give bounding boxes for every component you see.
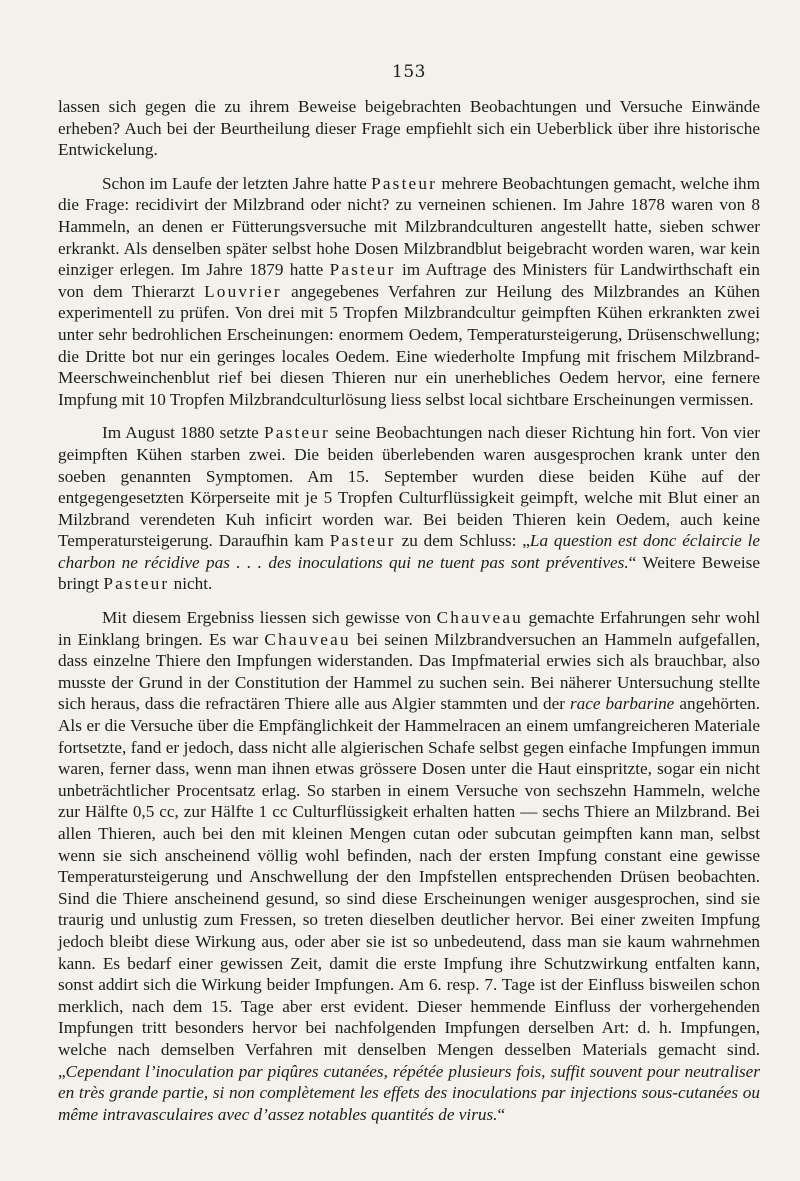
page-number: 153 bbox=[392, 62, 426, 82]
author-name-chauveau: Chauveau bbox=[436, 608, 523, 628]
italic-term: race barbarine bbox=[569, 694, 675, 714]
text-run: im Auftrage des Ministers für Landwirthschaft ein von dem Thierarzt bbox=[58, 260, 760, 301]
text-run: angehörten. Als er die Versuche über die Empfänglichkeit der Hammelracen an einem umfangreicheren Materiale fortsetzte, fand er jedoch, dass nicht alle algierischen Schafe selbst gegen einfache Impfungen immun waren, ferner dass, wenn man ihnen etwas grössere Dosen unter die Haut einspritzte, sogar ein nicht unbeträchtlicher Procentsatz erlag. So starben in einem Versuche von sechszehn Hammeln, welche zur Hälfte 0,5 cc, zur Hälfte 1 cc Culturflüssigkeit erhalten hatten — sechs Thiere an Milzbrand. Bei allen Thieren, auch bei den mit kleinen Mengen cutan oder subcutan geimpften kann man, selbst wenn sie sich anscheinend völlig wohl befinden, nach der ersten Impfung constant eine gewisse Temperatursteigerung und Anschwellung der den Impfstellen entsprechenden Drüsen beobachten. Sind die Thiere anscheinend gesund, so sind diese Erscheinungen weniger ausgesprochen, sind sie traurig und unlustig zum Fressen, so treten dieselben deutlicher hervor. Bei einer zweiten Impfung jedoch bleibt diese Wirkung aus, oder aber sie ist so unbedeutend, dass man sie kaum wahrnehmen kann. Es bedarf einer gewissen Zeit, damit die erste Impfung ihre Schutzwirkung entfalten kann, sonst addirt sich die Wirkung beider Impfungen. Am 6. resp. 7. Tage ist der Einfluss bisweilen schon merklich, nach dem 15. Tage aber erst evident. Dieser hemmende Einfluss der vorhergehenden Impfungen tritt besonders hervor bei nachfolgenden Impfungen derselben Art: d. h. Impfungen, welche nach demselben Verfahren mit denselben Mengen desselben Materials gemacht sind. „ bbox=[58, 694, 760, 1081]
french-quote: La question est donc éclaircie le charbon ne récidive pas . . . des inoculations qui ne tuent pas sont préventives. bbox=[58, 531, 760, 572]
text-run: “ Weitere Beweise bringt bbox=[58, 552, 760, 594]
text-run: gemachte Erfahrungen sehr wohl in Einklang bringen. Es war bbox=[58, 608, 760, 649]
paragraph-2 bbox=[58, 173, 760, 411]
author-name-pasteur: Pasteur bbox=[263, 423, 330, 443]
text-run: bei seinen Milzbrandversuchen an Hammeln aufgefallen, dass einzelne Thiere den Impfungen widerstanden. Das Impfmaterial erwies sich als brauchbar, also musste der Grund in der Constitution der Hammel zu suchen sein. Bei näherer Untersuchung stellte sich heraus, dass die refractären Thiere alle aus Algier stammten und der bbox=[58, 629, 760, 714]
paragraph-1 bbox=[58, 96, 760, 161]
author-name-pasteur: Pasteur bbox=[329, 260, 396, 280]
text-run: zu dem Schluss: „ bbox=[395, 531, 530, 551]
text-run: seine Beobachtungen nach dieser Richtung hin fort. Von vier geimpften Kühen starben zwei. Die beiden überlebenden waren ausgesprochen krank unter den soeben genannten Symptomen. Am 15. September wurden diese beiden Kühe auf der entgegengesetzten Körperseite mit je 5 Tropfen Culturflüssigkeit geimpft, welche mit Blut einer an Milzbrand verendeten Kuh inficirt worden war. Bei beiden Thieren kein Oedem, auch keine Temperatursteigerung. Daraufhin kam bbox=[58, 423, 760, 551]
paragraph-3 bbox=[58, 422, 760, 595]
text-run: angegebenes Verfahren zur Heilung des Milzbrandes an Kühen experimentell zu prüfen. Von drei mit 5 Tropfen Milzbrandcultur geimpften Kühen erkrankten zwei unter sehr bedrohlichen Erscheinungen: enormem Oedem, Temperatursteigerung, Drüsenschwellung; die Dritte bot nur ein geringes locales Oedem. Eine wiederholte Impfung mit frischem Milzbrand-Meerschweinchenblut rief bei diesen Thieren nur ein unerhebliches Oedem hervor, eine fernere Impfung mit 10 Tropfen Milzbrandculturlösung liess selbst local sichtbare Erscheinungen vermissen. bbox=[58, 281, 760, 409]
text-run: Schon im Laufe der letzten Jahre hatte bbox=[102, 173, 372, 193]
text-run: “ bbox=[497, 1104, 506, 1124]
author-name-louvrier: Louvrier bbox=[204, 281, 282, 301]
author-name-pasteur: Pasteur bbox=[329, 531, 396, 551]
text-run: nicht. bbox=[169, 574, 213, 594]
author-name-pasteur: Pasteur bbox=[371, 173, 438, 193]
french-quote: Cependant l’inoculation par piqûres cutanées, répétée plusieurs fois, suffit souvent pour neutraliser en très grande partie, si non complètement les effets des inoculations par injections sous-cutanées ou même intravasculaires avec d’assez notables quantités de virus. bbox=[58, 1061, 760, 1124]
text-run: lassen sich gegen die zu ihrem Beweise beigebrachten Beobachtungen und Versuche Einwände erheben? Auch bei der Beurtheilung dieser Frage empfiehlt sich ein Ueberblick über ihre historische Entwickelung. bbox=[58, 97, 760, 160]
author-name-chauveau: Chauveau bbox=[264, 629, 351, 649]
text-run: mehrere Beobachtungen gemacht, welche ihm die Frage: recidivirt der Milzbrand oder nicht? zu verneinen schienen. Im Jahre 1878 waren von 8 Hammeln, an denen er Fütterungsversuche mit Milzbrandculturen angestellt hatte, sieben schwer erkrankt. Als denselben später selbst hohe Dosen Milzbrandblut beigebracht worden waren, war kein einziger erlegen. Im Jahre 1879 hatte bbox=[58, 173, 760, 280]
text-run: Im August 1880 setzte bbox=[102, 423, 264, 443]
paragraph-4 bbox=[58, 607, 760, 1125]
author-name-pasteur: Pasteur bbox=[103, 574, 170, 594]
text-run: Mit diesem Ergebniss liessen sich gewisse von bbox=[102, 608, 437, 628]
